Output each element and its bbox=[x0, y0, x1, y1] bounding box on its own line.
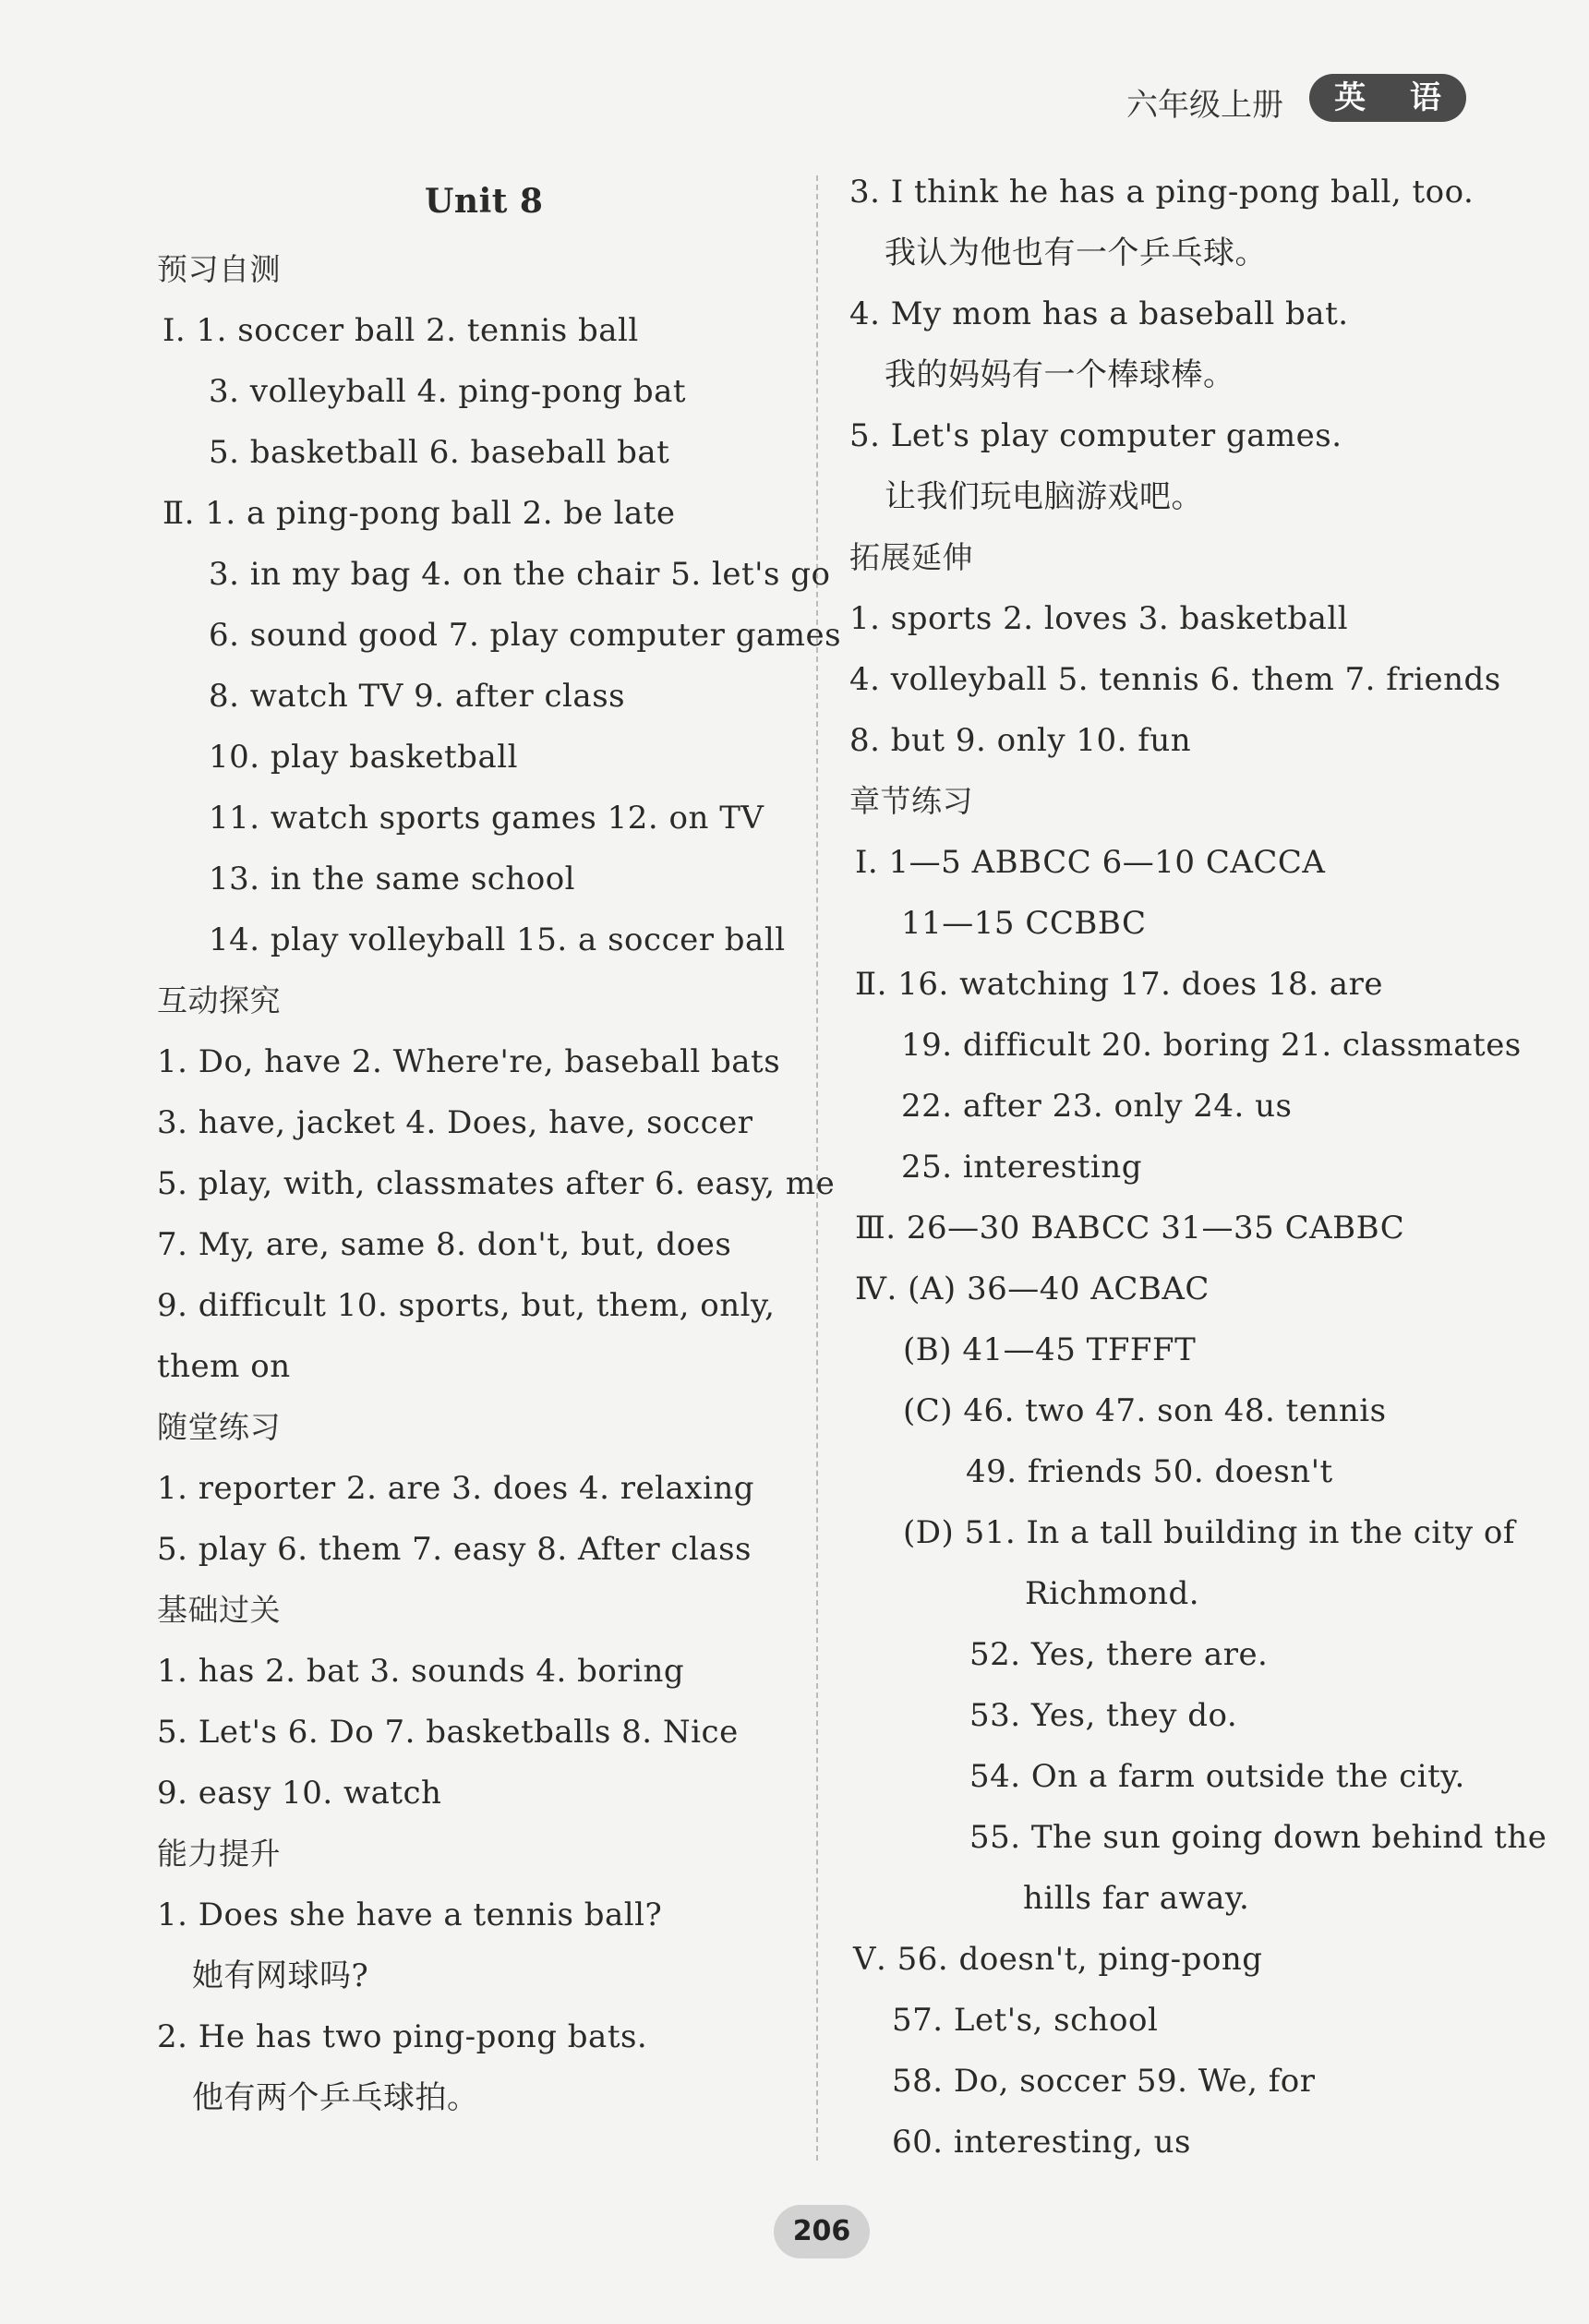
answer-line: 3. in my bag 4. on the chair 5. let's go bbox=[209, 556, 831, 593]
answer-line: 57. Let's, school bbox=[892, 2002, 1159, 2039]
answer-line: 6. sound good 7. play computer games bbox=[209, 617, 842, 654]
unit-title: Unit 8 bbox=[425, 182, 544, 221]
answer-line: 7. My, are, same 8. don't, but, does bbox=[157, 1226, 732, 1263]
translation-line: 他有两个乒乓球拍。 bbox=[192, 2079, 479, 2116]
section-heading: 拓展延伸 bbox=[849, 539, 973, 575]
answer-line: 1. has 2. bat 3. sounds 4. boring bbox=[157, 1653, 685, 1690]
answer-line: 25. interesting bbox=[901, 1149, 1142, 1186]
section-heading: 预习自测 bbox=[157, 251, 281, 287]
answer-line: 1. Do, have 2. Where're, baseball bats bbox=[157, 1043, 781, 1080]
answer-line: 13. in the same school bbox=[209, 861, 576, 897]
answer-line: 60. interesting, us bbox=[892, 2124, 1191, 2161]
answer-line: 19. difficult 20. boring 21. classmates bbox=[901, 1027, 1522, 1064]
section-heading: 随堂练习 bbox=[157, 1409, 281, 1445]
answer-line: 10. play basketball bbox=[209, 739, 518, 776]
answer-line: (C) 46. two 47. son 48. tennis bbox=[903, 1392, 1387, 1429]
answer-line: 14. play volleyball 15. a soccer ball bbox=[209, 921, 786, 958]
answer-line: 5. play, with, classmates after 6. easy, me bbox=[157, 1165, 836, 1202]
answer-line: 11. watch sports games 12. on TV bbox=[209, 800, 764, 837]
section-heading: 能力提升 bbox=[157, 1836, 281, 1872]
answer-line: 1. Does she have a tennis ball? bbox=[157, 1897, 663, 1933]
answer-line: hills far away. bbox=[1023, 1880, 1250, 1917]
answer-line: 9. easy 10. watch bbox=[157, 1775, 442, 1812]
answer-line: 3. volleyball 4. ping-pong bat bbox=[209, 373, 687, 410]
answer-line: 8. but 9. only 10. fun bbox=[849, 722, 1192, 759]
answer-line: 49. friends 50. doesn't bbox=[966, 1453, 1333, 1490]
section-heading: 基础过关 bbox=[157, 1592, 281, 1628]
answer-line: Ⅴ. 56. doesn't, ping-pong bbox=[853, 1941, 1263, 1978]
translation-line: 我的妈妈有一个棒球棒。 bbox=[885, 356, 1235, 393]
answer-line: 52. Yes, there are. bbox=[969, 1636, 1269, 1673]
answer-line: 54. On a farm outside the city. bbox=[969, 1758, 1465, 1795]
answer-line: Ⅰ. 1. soccer ball 2. tennis ball bbox=[163, 312, 639, 349]
answer-line: 58. Do, soccer 59. We, for bbox=[892, 2063, 1316, 2100]
answer-line: 1. reporter 2. are 3. does 4. relaxing bbox=[157, 1470, 754, 1507]
answer-line: 9. difficult 10. sports, but, them, only, bbox=[157, 1287, 776, 1324]
answer-line: 1. sports 2. loves 3. basketball bbox=[849, 600, 1349, 637]
section-heading: 互动探究 bbox=[157, 982, 281, 1018]
section-heading: 章节练习 bbox=[849, 783, 973, 819]
answer-line: (B) 41—45 TFFFT bbox=[903, 1331, 1197, 1368]
subject-badge: 英 语 bbox=[1309, 74, 1466, 122]
answer-line: 2. He has two ping-pong bats. bbox=[157, 2018, 648, 2055]
answer-line: (D) 51. In a tall building in the city of bbox=[903, 1514, 1515, 1551]
page-number: 206 bbox=[774, 2205, 870, 2258]
answer-line: 3. I think he has a ping-pong ball, too. bbox=[849, 174, 1475, 211]
answer-line: Ⅲ. 26—30 BABCC 31—35 CABBC bbox=[855, 1210, 1405, 1246]
answer-line: Ⅰ. 1—5 ABBCC 6—10 CACCA bbox=[855, 844, 1326, 881]
answer-line: 5. play 6. them 7. easy 8. After class bbox=[157, 1531, 752, 1568]
translation-line: 让我们玩电脑游戏吧。 bbox=[885, 478, 1203, 515]
answer-line: 5. basketball 6. baseball bat bbox=[209, 434, 670, 471]
answer-line: 53. Yes, they do. bbox=[969, 1697, 1238, 1734]
translation-line: 她有网球吗? bbox=[192, 1957, 369, 1994]
answer-line: 4. volleyball 5. tennis 6. them 7. friends bbox=[849, 661, 1501, 698]
answer-line: Ⅱ. 16. watching 17. does 18. are bbox=[855, 966, 1383, 1003]
answer-line: 5. Let's play computer games. bbox=[849, 417, 1342, 454]
header-grade: 六年级上册 bbox=[1126, 87, 1283, 124]
answer-line: them on bbox=[157, 1348, 291, 1385]
translation-line: 我认为他也有一个乒乓球。 bbox=[885, 235, 1267, 271]
answer-line: Richmond. bbox=[1025, 1575, 1200, 1612]
answer-line: 55. The sun going down behind the bbox=[969, 1819, 1547, 1856]
answer-line: 4. My mom has a baseball bat. bbox=[849, 295, 1349, 332]
answer-line: 8. watch TV 9. after class bbox=[209, 678, 626, 715]
answer-line: 11—15 CCBBC bbox=[901, 905, 1147, 942]
answer-line: 3. have, jacket 4. Does, have, soccer bbox=[157, 1104, 753, 1141]
answer-line: 5. Let's 6. Do 7. basketballs 8. Nice bbox=[157, 1714, 739, 1751]
answer-line: 22. after 23. only 24. us bbox=[901, 1088, 1293, 1125]
answer-line: Ⅳ. (A) 36—40 ACBAC bbox=[855, 1270, 1210, 1307]
answer-line: Ⅱ. 1. a ping-pong ball 2. be late bbox=[163, 495, 676, 532]
